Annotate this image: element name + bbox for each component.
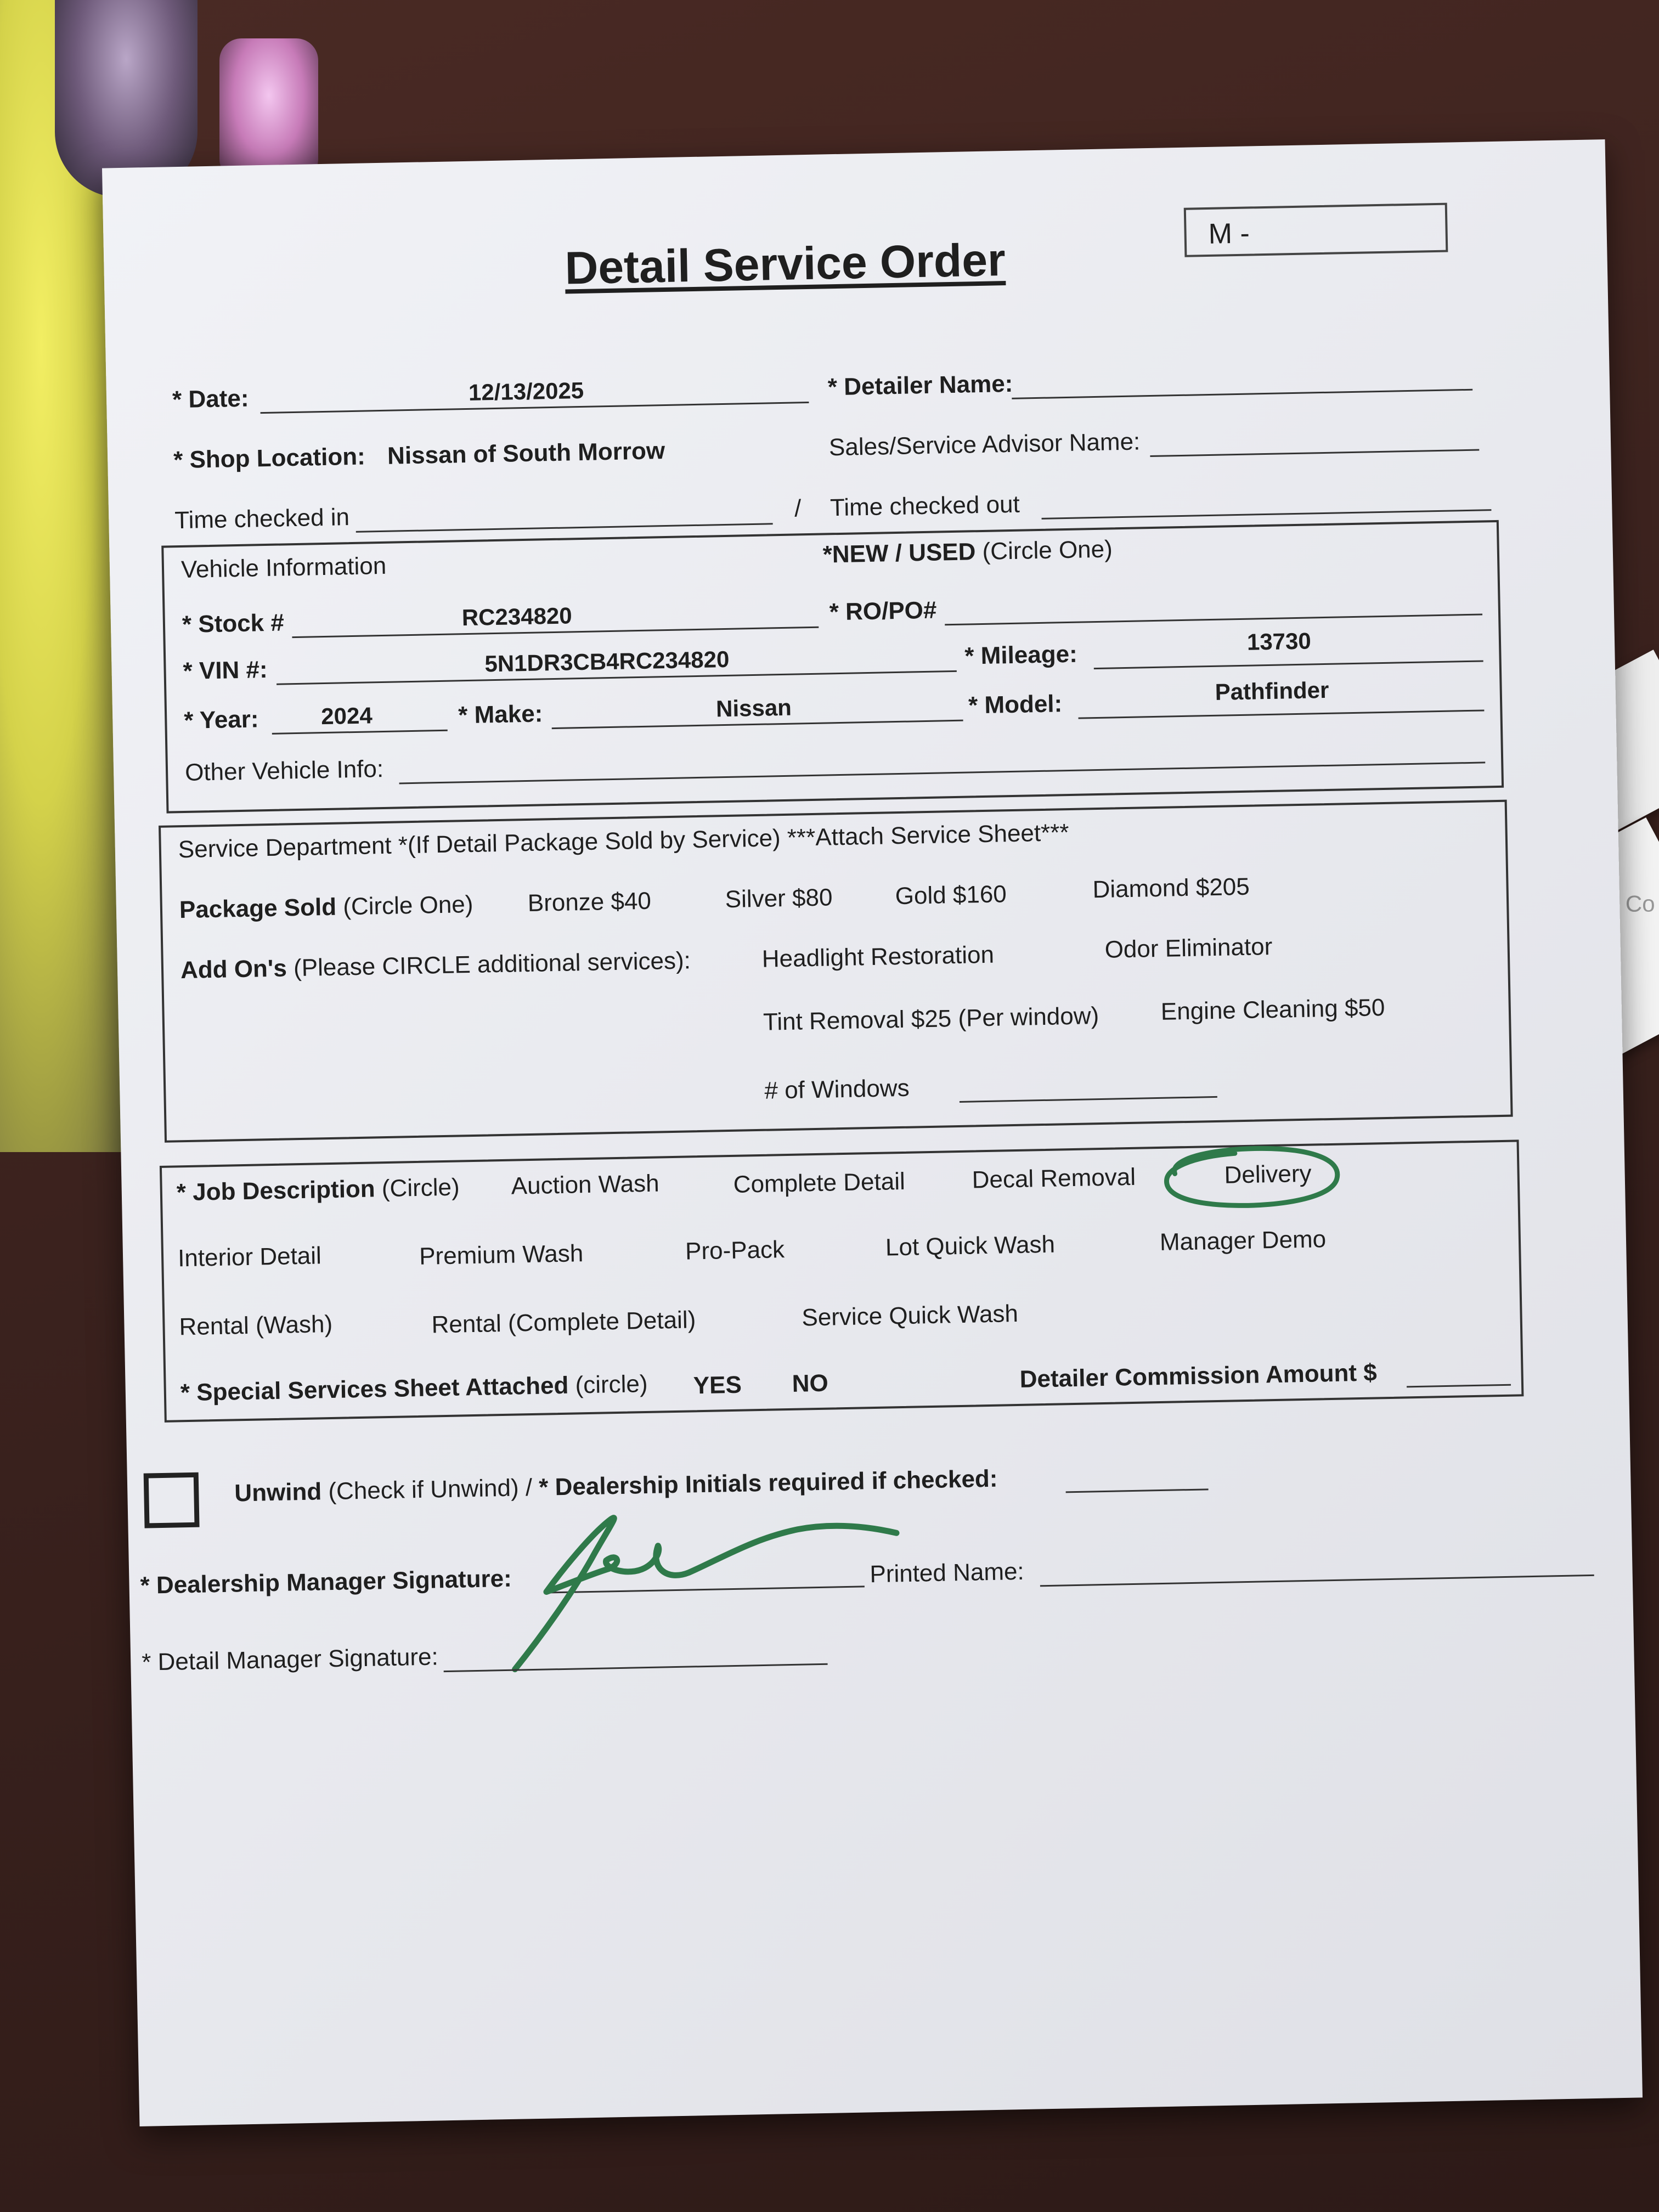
dealership-manager-signature-label: * Dealership Manager Signature: [140, 1565, 512, 1599]
package-sold-note: (Circle One) [342, 890, 473, 921]
special-yes[interactable]: YES [693, 1371, 742, 1400]
addon-engine[interactable]: Engine Cleaning $50 [1160, 994, 1385, 1025]
addon-tint[interactable]: Tint Removal $25 (Per window) [763, 1002, 1099, 1036]
job-delivery[interactable]: Delivery [1224, 1160, 1312, 1189]
advisor-label: Sales/Service Advisor Name: [828, 428, 1141, 461]
new-used-note: (Circle One) [982, 535, 1113, 565]
new-used-selector[interactable] [822, 535, 1113, 568]
job-interior-detail[interactable]: Interior Detail [177, 1242, 322, 1272]
addon-headlight[interactable]: Headlight Restoration [761, 941, 995, 973]
job-manager-demo[interactable]: Manager Demo [1159, 1226, 1327, 1256]
service-order-sheet [102, 139, 1643, 2126]
job-auction-wash[interactable]: Auction Wash [511, 1170, 659, 1200]
package-bronze[interactable]: Bronze $40 [527, 887, 652, 917]
side-card-text: Co [1625, 890, 1655, 917]
job-lot-quick-wash[interactable]: Lot Quick Wash [885, 1231, 1056, 1261]
time-in-line[interactable] [356, 523, 773, 533]
ropo-label: * RO/PO# [829, 596, 937, 626]
service-heading: Service Department *(If Detail Package Sold by Service) ***Attach Service Sheet*** [178, 819, 1069, 864]
job-rental-complete-detail[interactable]: Rental (Complete Detail) [431, 1306, 696, 1339]
detailer-name-label: * Detailer Name: [827, 370, 1013, 401]
model-label: * Model: [968, 690, 1063, 719]
new-used-label: *NEW / USED [822, 538, 976, 568]
special-services-bold: * Special Services Sheet Attached [180, 1372, 569, 1407]
shop-location-value[interactable]: Nissan of South Morrow [387, 437, 665, 470]
package-sold-bold: Package Sold [179, 893, 337, 924]
model-value[interactable]: Pathfinder [1215, 676, 1329, 705]
job-decal-removal[interactable]: Decal Removal [972, 1163, 1136, 1194]
unwind-checkbox[interactable] [144, 1472, 200, 1528]
detailer-name-line[interactable] [1012, 389, 1472, 399]
time-out-line[interactable] [1042, 509, 1492, 520]
initials-required-label: * Dealership Initials required if checked: [538, 1465, 998, 1501]
addon-odor[interactable]: Odor Eliminator [1104, 933, 1273, 963]
date-value[interactable]: 12/13/2025 [468, 377, 584, 405]
detail-manager-signature-label: * Detail Manager Signature: [141, 1643, 439, 1676]
background-bottle [219, 38, 318, 181]
job-pro-pack[interactable]: Pro-Pack [685, 1236, 785, 1265]
addons-bold: Add On's [180, 955, 287, 984]
year-label: * Year: [183, 706, 259, 734]
initials-line[interactable] [1066, 1488, 1209, 1493]
stock-value[interactable]: RC234820 [461, 602, 573, 631]
job-description-label [176, 1173, 460, 1206]
stock-label: * Stock # [182, 609, 285, 638]
shop-location-label: * Shop Location: [173, 443, 366, 474]
addons-note: (Please CIRCLE additional services): [293, 947, 691, 982]
mileage-value[interactable]: 13730 [1246, 628, 1312, 655]
job-rental-wash[interactable]: Rental (Wash) [179, 1310, 333, 1341]
windows-label: # of Windows [764, 1074, 910, 1104]
job-description-bold: * Job Description [176, 1175, 376, 1206]
advisor-line[interactable] [1150, 449, 1479, 458]
unwind-bold: Unwind [234, 1478, 322, 1507]
form-title: Detail Service Order [564, 234, 1006, 294]
time-separator: / [794, 495, 802, 522]
other-vehicle-info-label: Other Vehicle Info: [184, 755, 384, 786]
job-premium-wash[interactable]: Premium Wash [419, 1240, 584, 1270]
package-sold-label [179, 891, 473, 924]
printed-name-label: Printed Name: [869, 1558, 1025, 1588]
special-no[interactable]: NO [792, 1369, 829, 1397]
job-complete-detail[interactable]: Complete Detail [733, 1167, 906, 1198]
vehicle-info-heading: Vehicle Information [180, 552, 387, 583]
make-label: * Make: [458, 700, 543, 729]
date-label: * Date: [172, 385, 249, 414]
commission-label: Detailer Commission Amount $ [1019, 1359, 1378, 1393]
vin-label: * VIN #: [183, 656, 268, 685]
manager-signature-mark [478, 1481, 921, 1686]
time-in-label: Time checked in [174, 504, 350, 534]
vin-value[interactable]: 5N1DR3CB4RC234820 [484, 646, 730, 677]
job-description-note: (Circle) [381, 1173, 460, 1203]
mileage-label: * Mileage: [964, 640, 1078, 670]
time-out-label: Time checked out [830, 490, 1020, 522]
package-gold[interactable]: Gold $160 [895, 881, 1007, 910]
make-value[interactable]: Nissan [715, 694, 792, 722]
package-silver[interactable]: Silver $80 [725, 884, 833, 913]
package-diamond[interactable]: Diamond $205 [1092, 873, 1250, 904]
special-services-note: (circle) [575, 1370, 648, 1399]
m-number-box[interactable]: M - [1184, 203, 1448, 257]
printed-name-line[interactable] [1040, 1575, 1594, 1587]
year-value[interactable]: 2024 [320, 702, 373, 730]
unwind-note: (Check if Unwind) / [328, 1474, 539, 1505]
delivery-circle-mark [1152, 1140, 1351, 1215]
job-service-quick-wash[interactable]: Service Quick Wash [801, 1300, 1019, 1331]
